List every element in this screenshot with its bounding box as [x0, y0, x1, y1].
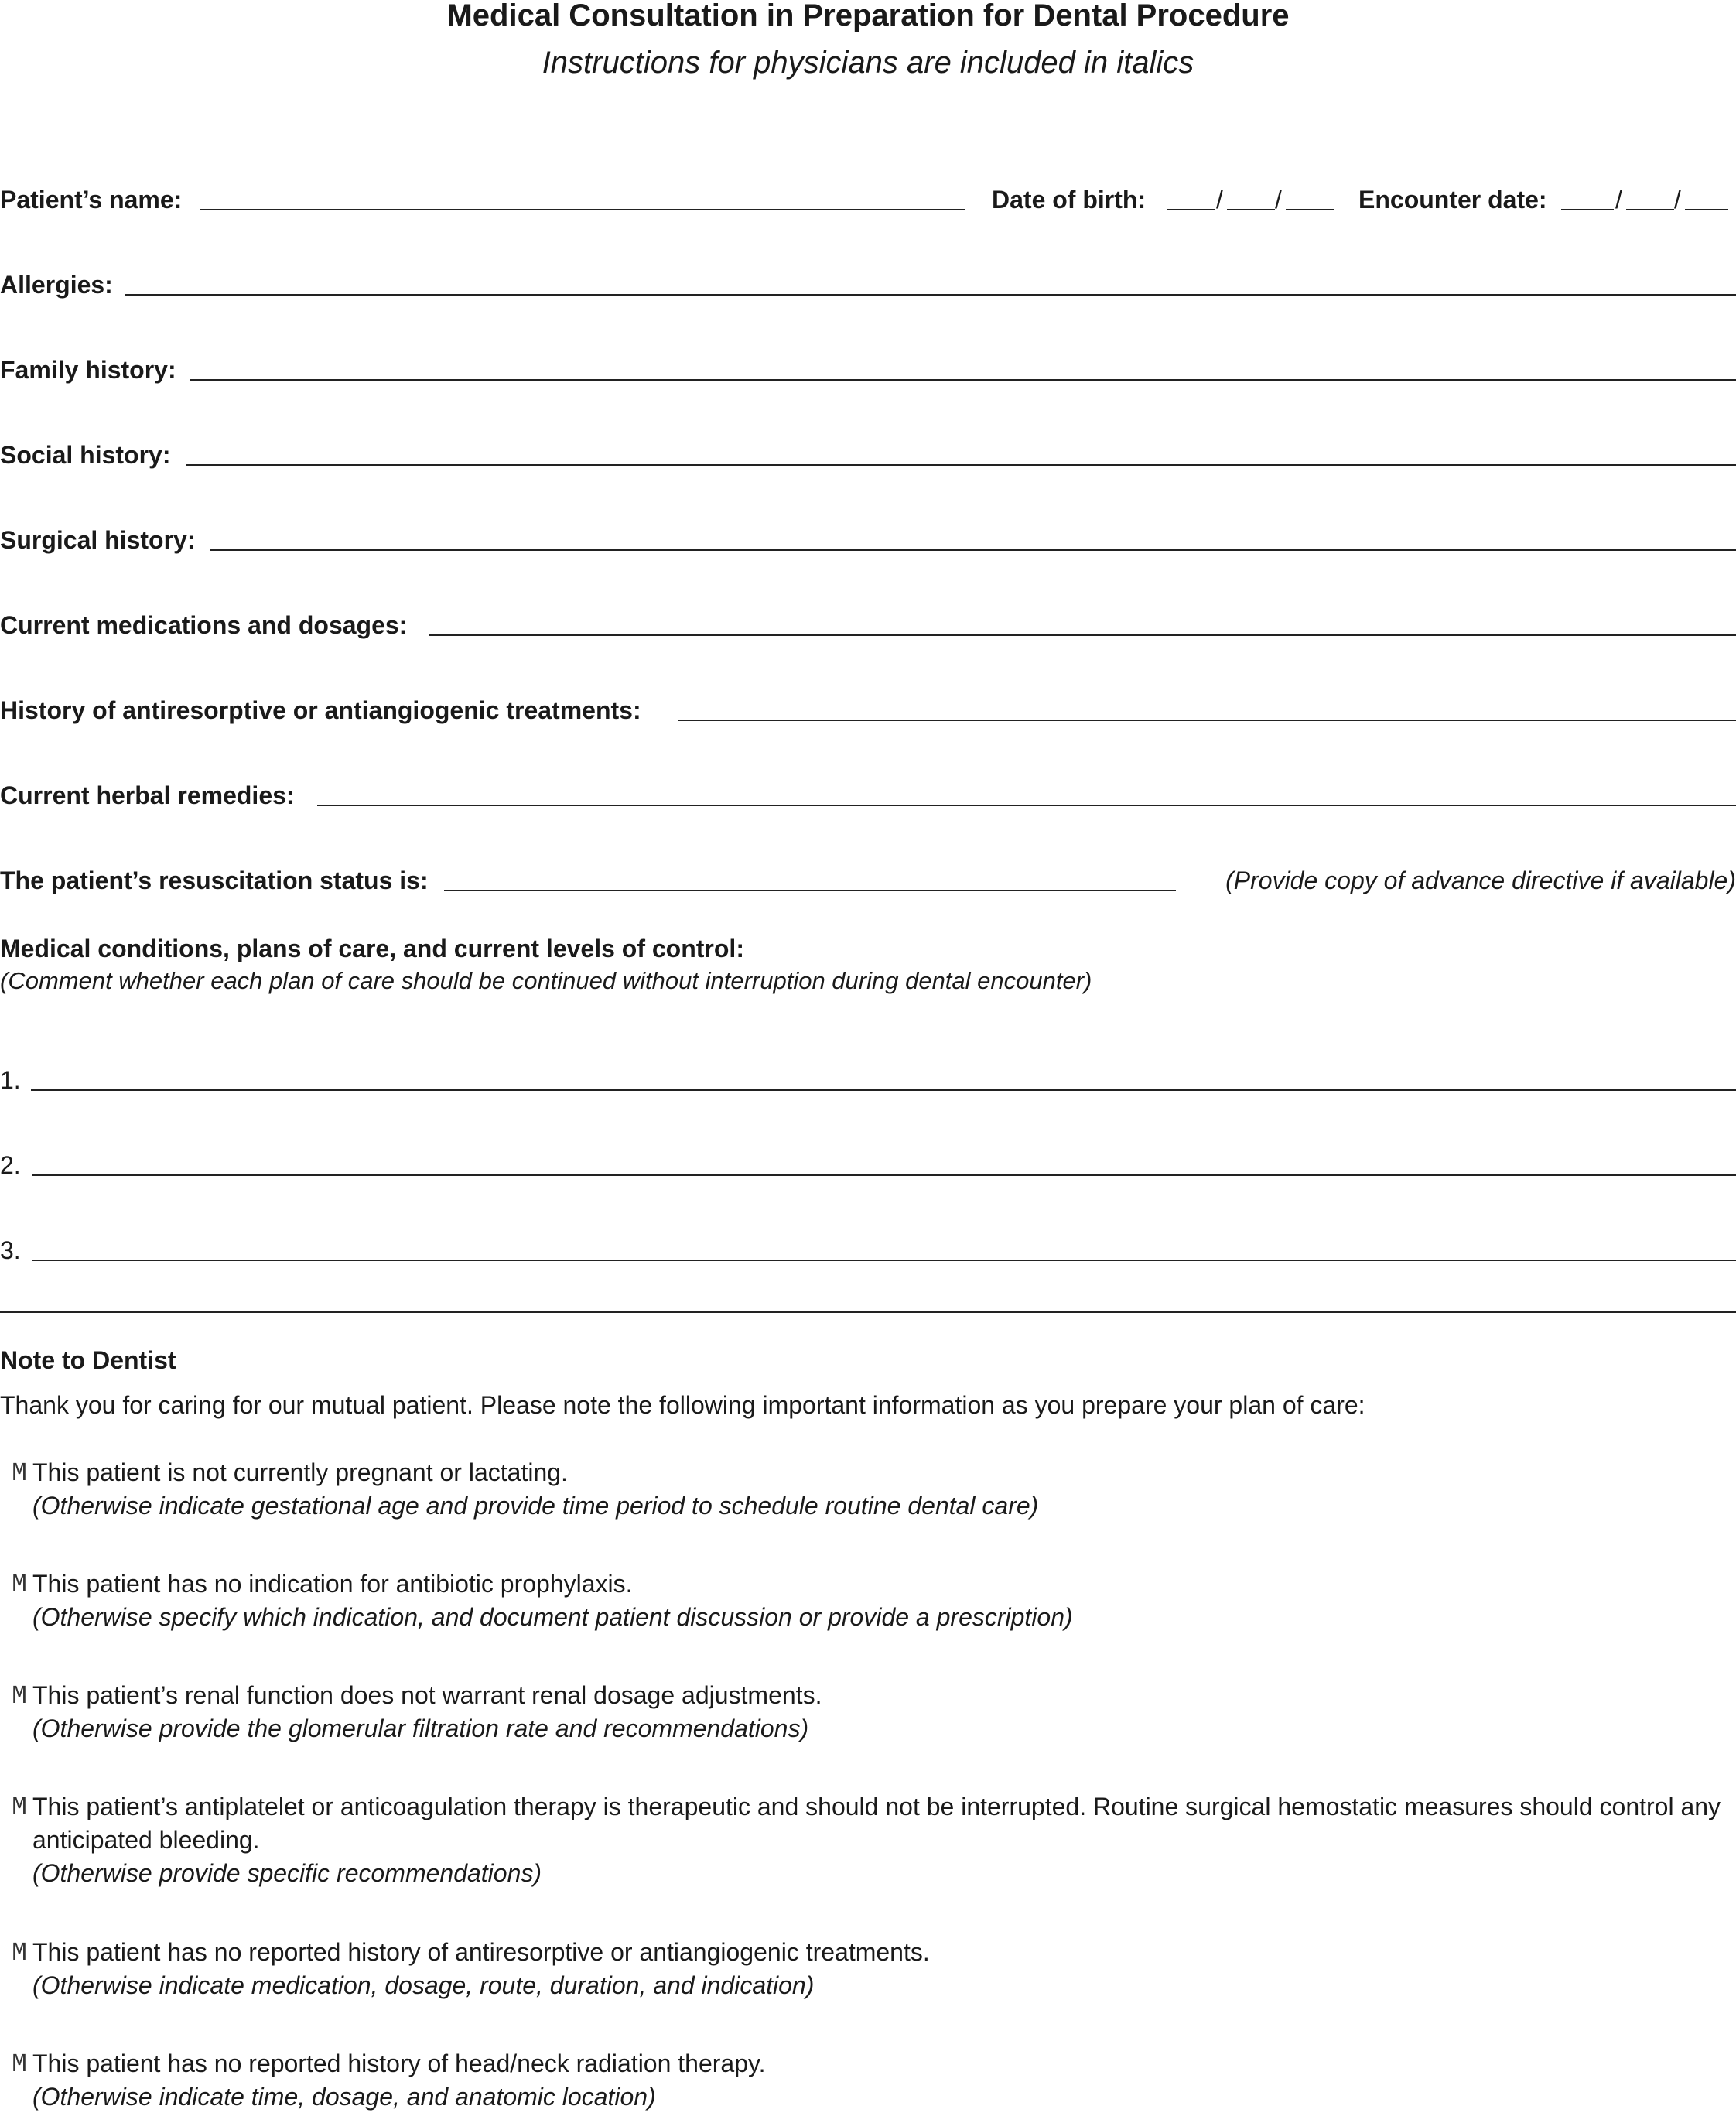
current-medications-row — [0, 600, 1736, 644]
checklist-text: This patient has no reported history of antiresorptive or antiangiogenic treatments. — [32, 1938, 930, 1966]
resuscitation-row — [0, 856, 1736, 899]
encounter-year-field[interactable] — [1685, 183, 1728, 210]
family-history-field[interactable] — [190, 353, 1736, 381]
family-history-row — [0, 345, 1736, 388]
family-history-label: Family history: — [0, 356, 176, 384]
herbal-remedies-row — [0, 771, 1736, 814]
patient-name-label: Patient’s name: — [0, 186, 183, 214]
surgical-history-row — [0, 515, 1736, 559]
condition-number-3: 3. — [0, 1236, 21, 1264]
checkbox-renal-function[interactable]: M — [12, 1682, 27, 1709]
condition-row-3 — [0, 1226, 1736, 1269]
social-history-label: Social history: — [0, 441, 171, 469]
encounter-day-field[interactable] — [1626, 183, 1674, 210]
checkbox-pregnancy[interactable]: M — [12, 1459, 27, 1486]
condition-field-3[interactable] — [32, 1233, 1736, 1261]
checkbox-radiation[interactable]: M — [12, 2050, 27, 2077]
checklist-instruction: (Otherwise provide specific recommendations) — [32, 1859, 542, 1887]
checklist-item-anticoagulation — [0, 1790, 1736, 1899]
surgical-history-label: Surgical history: — [0, 526, 196, 554]
checkbox-antiresorptive[interactable]: M — [12, 1939, 27, 1966]
form-title: Medical Consultation in Preparation for Dental Procedure — [446, 0, 1290, 32]
dob-separator-1: / — [1216, 186, 1223, 214]
dob-year-field[interactable] — [1286, 183, 1334, 210]
checkbox-antibiotic-prophylaxis[interactable]: M — [12, 1571, 27, 1598]
conditions-instruction: (Comment whether each plan of care should be continued without interruption during dental encounter) — [0, 967, 1092, 994]
allergies-label: Allergies: — [0, 271, 113, 299]
checklist-text: This patient has no indication for antibiotic prophylaxis. — [32, 1570, 633, 1598]
conditions-heading: Medical conditions, plans of care, and current levels of control: — [0, 935, 744, 962]
encounter-separator-1: / — [1615, 186, 1622, 214]
section-divider — [0, 1311, 1736, 1313]
dob-day-field[interactable] — [1227, 183, 1275, 210]
allergies-row — [0, 260, 1736, 303]
social-history-row — [0, 430, 1736, 473]
checklist-instruction: (Otherwise indicate time, dosage, and anatomic location) — [32, 2083, 656, 2111]
checklist-instruction: (Otherwise indicate medication, dosage, route, duration, and indication) — [32, 1971, 815, 1999]
herbal-remedies-label: Current herbal remedies: — [0, 781, 295, 809]
condition-number-2: 2. — [0, 1151, 21, 1179]
checklist-item-radiation — [0, 2047, 1736, 2121]
antiresorptive-history-row — [0, 685, 1736, 729]
dob-month-field[interactable] — [1167, 183, 1215, 210]
resuscitation-field[interactable] — [444, 863, 1176, 891]
resuscitation-instruction: (Provide copy of advance directive if available) — [1225, 867, 1736, 894]
checklist-instruction: (Otherwise indicate gestational age and provide time period to schedule routine dental care) — [32, 1492, 1039, 1520]
checklist-item-antiresorptive — [0, 1936, 1736, 2010]
checklist-instruction: (Otherwise provide the glomerular filtration rate and recommendations) — [32, 1714, 809, 1742]
allergies-field[interactable] — [125, 268, 1736, 296]
checklist-item-pregnancy — [0, 1456, 1736, 1530]
condition-number-1: 1. — [0, 1066, 21, 1094]
form-subtitle: Instructions for physicians are included in italics — [542, 46, 1194, 80]
antiresorptive-history-label: History of antiresorptive or antiangiogenic treatments: — [0, 696, 641, 724]
condition-row-2 — [0, 1140, 1736, 1184]
checklist-item-renal-function — [0, 1679, 1736, 1753]
checklist-text: This patient has no reported history of head/neck radiation therapy. — [32, 2049, 766, 2077]
antiresorptive-history-field[interactable] — [678, 693, 1736, 721]
checklist-text: This patient’s renal function does not warrant renal dosage adjustments. — [32, 1681, 822, 1709]
checklist-text: This patient’s antiplatelet or anticoagulation therapy is therapeutic and should not be interrupted. Routine surgical hemostatic measures should control any anticipated bleeding. — [32, 1793, 1721, 1854]
note-intro: Thank you for caring for our mutual patient. Please note the following important information as you prepare your plan of care: — [0, 1391, 1365, 1419]
patient-name-field[interactable] — [200, 183, 965, 210]
current-medications-field[interactable] — [429, 608, 1736, 636]
checklist-item-antibiotic-prophylaxis — [0, 1567, 1736, 1642]
condition-field-1[interactable] — [31, 1063, 1736, 1091]
checklist-text: This patient is not currently pregnant or lactating. — [32, 1458, 568, 1486]
patient-info-row — [0, 175, 1736, 218]
encounter-date-label: Encounter date: — [1358, 186, 1547, 214]
herbal-remedies-field[interactable] — [317, 778, 1736, 806]
resuscitation-label: The patient’s resuscitation status is: — [0, 867, 429, 894]
condition-row-1 — [0, 1055, 1736, 1099]
note-heading: Note to Dentist — [0, 1346, 176, 1374]
dob-label: Date of birth: — [992, 186, 1147, 214]
dob-separator-2: / — [1275, 186, 1282, 214]
encounter-month-field[interactable] — [1561, 183, 1614, 210]
checklist-instruction: (Otherwise specify which indication, and document patient discussion or provide a prescription) — [32, 1603, 1073, 1631]
social-history-field[interactable] — [186, 438, 1736, 466]
checkbox-anticoagulation[interactable]: M — [12, 1793, 27, 1820]
current-medications-label: Current medications and dosages: — [0, 611, 408, 639]
encounter-separator-2: / — [1674, 186, 1681, 214]
condition-field-2[interactable] — [32, 1148, 1736, 1176]
surgical-history-field[interactable] — [210, 523, 1736, 551]
